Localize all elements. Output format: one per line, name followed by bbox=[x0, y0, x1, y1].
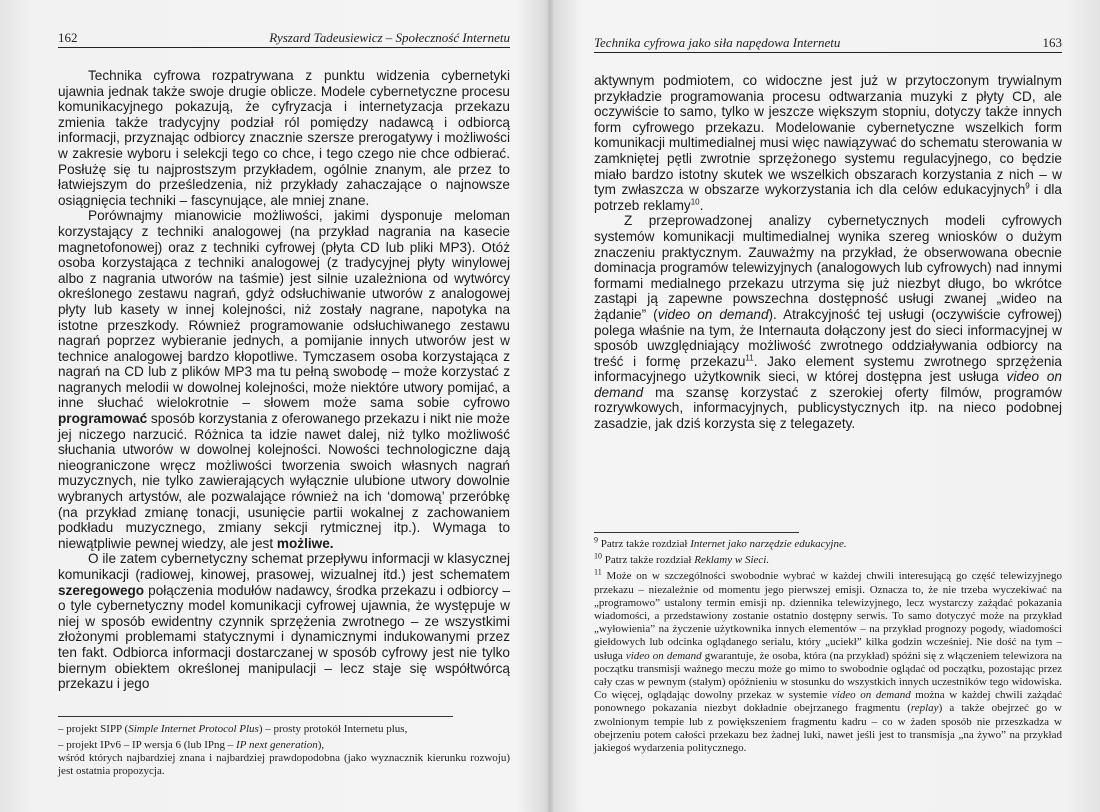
right-page bbox=[552, 0, 1100, 812]
right-paragraph-2: Z przeprowadzonej analizy cybernetycznych modeli cyfrowych systemów komunikacji multimedialnej wynika szereg wniosków o dużym znaczeniu praktycznym. Zauważmy na przykład, że obserwowana obecnie dominacja programów telewizyjnych (analogowych lub cyfrowych) nad innymi formami medialnego przekazu utrzyma się już niezbyt długo, bo wkrótce zastąpi ją zapewne powszechna dostępność usługi zwanej „wideo na żądanie” (video on demand). Atrakcyjność tej usługi (oczywiście cyfrowej) polega właśnie na tym, że Internauta dołączony jest do sieci informacyjnej w sposób uwzględniający możliwość zwrotnego oddziaływania odbiorcy na treść i formę przekazu$^{11}$. Jako element systemu zwrotnego sprzężenia informacyjnego użytkownik sieci, w której dostępna jest usługa video on demand ma szansę korzystać z szerokiej oferty filmów, programów rozrywkowych, informacyjnych, publicystycznych itp. na nieco podobnej zasadzie, jak dziś korzysta się z telegazety. bbox=[594, 213, 1062, 432]
left-page-number: 162 bbox=[58, 30, 78, 45]
footnote-11: $^{11}$ Może on w szczególności swobodnie wybrać w każdej chwili interesującą go część telewizyjnego przekazu – niezależnie od momentu jego pierwszej emisji. Oznacza to, że nie trzeba wyczekiwać na „programowo” ustalony termin emisji np. dziennika telewizyjnego, lecz wystarczy zażądać pokazania wiadomości, a przedstawiony zostanie ostatnio dostępny serwis. To samo dotyczyć może na przykład „wyłowienia” na życzenie użytkownika innych elementów – na przykład prognozy pogody, wiadomości giełdowych lub odcinka oglądanego serialu, który „uciekł” kilka godzin wcześniej. Nie dość na tym – usługa video on demand gwarantuje, że osoba, która (na przykład) spóźni się z włączeniem telewizora na początku transmisji ważnego meczu może go mimo to swobodnie oglądać od początku, pozostając przez cały czas w pewnym (stałym) opóźnieniu w stosunku do wszystkich innych uczestników tego widowiska. Co więcej, oglądając dowolny przekaz w systemie video on demand można w każdej chwili zażądać ponownego pokazania niezbyt dokładnie obejrzanego fragmentu (replay) a także obejrzeć go w zwolnionym tempie lub z powiększeniem fragmentu kadru – co w żaden sposób nie przeszkadza w obejrzeniu potem całości przekazu bez żadnej luki, nawet jeśli jest to transmisja „na żywo” na przykład jakiegoś wydarzenia politycznego. bbox=[594, 567, 1063, 755]
left-paragraph-2: Porównajmy mianowicie możliwości, jakimi dysponuje meloman korzystający z techniki analogowej (na przykład nagrania na kasecie magnetofonowej) oraz z techniki cyfrowej (płyta CD lub pliki MP3). Otóż osoba korzystająca z techniki analogowej (z tradycyjnej płyty winylowej albo z nagrania utworów na taśmie) jest silnie uzależniona od wytwórcy określonego zestawu nagrań, gdyż odsłuchiwanie utworów z analogowej płyty lub kasety w innej kolejności, niż zostały nagrane, napotyka na istotne przeszkody. Również programowanie odsłuchiwanego zestawu nagrań poprzez wybieranie jednych, a pomijanie innych utworów jest w technice analogowej bardzo kłopotliwe. Tymczasem osoba korzystająca z nagrań na CD lub z plików MP3 ma tu pełną swobodę – może korzystać z nagranych melodii w dowolnej kolejności, może niektóre utwory pomijać, a inne słuchać wielokrotnie – słowem może sama sobie cyfrowo programować sposób korzystania z oferowanego przekazu i nikt nie może jej niczego narzucić. Różnica ta idzie nawet dalej, niż tylko możliwość słuchania utworów w dowolnej kolejności. Nowości technologiczne dają nieograniczone wręcz możliwości tworzenia swoich własnych nagrań muzycznych, nie tylko zawierających wyłącznie ulubione utwory dowolnie wybranych artystów, ale pozwalające również na ich ‘domową’ przeróbkę (na przykład zmianę tonacji, usunięcie partii wokalnej z zachowaniem podkładu muzycznego, zmiany sekcji rytmicznej itp.). Wymaga to niewątpliwie pewnej wiedzy, ale jest możliwe. bbox=[58, 208, 510, 551]
right-footnotes bbox=[594, 532, 1062, 758]
right-running-title: Technika cyfrowa jako siła napędowa Internetu bbox=[594, 35, 841, 50]
bold-term-mozliwe: możliwe. bbox=[276, 535, 334, 551]
left-footnote-rule bbox=[58, 716, 453, 717]
right-header bbox=[594, 35, 1062, 53]
left-paragraph-1: Technika cyfrowa rozpatrywana z punktu widzenia cybernetyki ujawnia jednak także swoje drugie oblicze. Modele cybernetyczne procesu komunikacyjnego pokazują, że cyfryzacja i internetyzacja przekazu zmienia także tradycyjny podział ról pomiędzy nadawcą i odbiorcą informacji, przyznając odbiorcy znacznie szersze prerogatywy i możliwości w zakresie wyboru i selekcji tego co chce, i tego czego nie chce odbierać. Posłużę się tu najprostszym przykładem, ogólnie znanym, ale przez to łatwiejszym do prześledzenia, niż przykłady zahaczające o najnowsze osiągnięcia techniki – fascynujące, ale mniej znane. bbox=[58, 68, 510, 208]
bold-term-programowac: programować bbox=[58, 411, 148, 427]
left-footnote-ipv6: – projekt IPv6 – IP wersja 6 (lub IPng – IP next generation), bbox=[58, 738, 325, 751]
right-body-text bbox=[594, 73, 1062, 432]
footnote-ref-9: 9 bbox=[1025, 181, 1030, 191]
bold-term-szeregowego: szeregowego bbox=[58, 582, 145, 598]
right-footnote-rule bbox=[594, 532, 799, 533]
footnote-10: $^{10}$ Patrz także rozdział Reklamy w Sieci. bbox=[594, 551, 770, 567]
left-header bbox=[58, 30, 510, 48]
left-footnote-sipp: – projekt SIPP (Simple Internet Protocol Plus) – prosty protokół Internetu plus, bbox=[58, 722, 408, 735]
left-body-text bbox=[58, 68, 510, 692]
right-paragraph-1: aktywnym podmiotem, co widoczne jest już w przytoczonym trywialnym przykładzie programowania procesu odtwarzania muzyki z płyty CD, ale oczywiście to samo, tylko w jeszcze większym stopniu, dotyczy także innych form cyfrowego przekazu. Modelowanie cybernetyczne wszelkich form komunikacji multimedialnej musi więc nawiązywać do schematu sterowania w zamkniętej pętli zwrotnie sprzężonego systemu regulacyjnego, co będzie miało bardzo istotny skutek we wszelkich obszarach korzystania z nich – w tym zwłaszcza w obszarze wykorzystania ich dla celów edukacyjnych$^9$ i dla potrzeb reklamy$^{10}$. bbox=[594, 73, 1062, 213]
left-footnote-summary: wśród których najbardziej znana i najbardziej prawdopodobna (jako wyznacznik kierunku rozwoju) jest ostatnia propozycja. bbox=[58, 752, 510, 778]
left-paragraph-3: O ile zatem cybernetyczny schemat przepływu informacji w klasycznej komunikacji (radiowej, kinowej, prasowej, wizualnej itd.) jest schematem szeregowego połączenia modułów nadawcy, środka przekazu i odbiorcy – o tyle cybernetyczny model komunikacji cyfrowej ujawnia, że występuje w niej w sposób ewidentny czynnik sprzężenia zwrotnego – ze wszystkimi złożonymi problemami statycznymi i dynamicznymi indukowanymi przez ten fakt. Odbiorca informacji dostarczanej w sposób cyfrowy jest nie tylko biernym obiektem określonej manipulacji – lecz staje się współtwórcą przekazu i jego bbox=[58, 551, 510, 692]
footnote-ref-11: 11 bbox=[745, 353, 754, 363]
footnote-9: $^9$ Patrz także rozdział Internet jako narzędzie edukacyjne. bbox=[594, 535, 847, 550]
left-footnotes bbox=[58, 723, 510, 779]
left-page bbox=[0, 0, 548, 812]
right-page-number: 163 bbox=[1042, 35, 1062, 50]
footnote-ref-10: 10 bbox=[690, 197, 700, 207]
left-running-title: Ryszard Tadeusiewicz – Społeczność Internetu bbox=[269, 30, 510, 45]
